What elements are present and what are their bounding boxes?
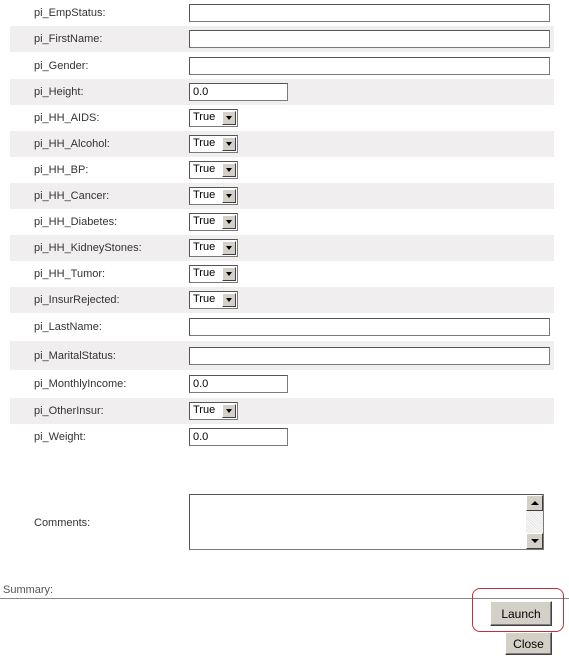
field-label: pi_HH_AIDS: xyxy=(34,112,100,124)
field-label: pi_HH_Diabetes: xyxy=(34,216,118,228)
dropdown-arrow-icon[interactable] xyxy=(222,189,236,203)
field-label: pi_OtherInsur: xyxy=(34,405,104,417)
pi-hh-tumor-select[interactable] xyxy=(189,265,238,283)
field-label: pi_HH_BP: xyxy=(34,164,89,176)
select-value: True xyxy=(193,189,216,201)
pi-insurrejected-select[interactable] xyxy=(189,291,238,309)
select-value: True xyxy=(193,137,216,149)
form-row-pi-hh-kidneystones xyxy=(10,235,554,261)
form-row-pi-empstatus xyxy=(10,0,554,26)
pi-hh-alcohol-select[interactable] xyxy=(189,135,238,153)
pi-hh-aids-select[interactable] xyxy=(189,109,238,127)
field-label: pi_Gender: xyxy=(34,59,89,72)
form-row-pi-hh-bp xyxy=(10,157,554,183)
launch-button[interactable]: Launch xyxy=(490,601,552,626)
summary-label: Summary: xyxy=(3,584,54,596)
form-row-pi-height xyxy=(10,79,554,105)
select-value: True xyxy=(193,267,216,279)
scrollbar-track[interactable] xyxy=(526,511,543,533)
field-label: pi_HH_KidneyStones: xyxy=(34,242,142,254)
form-row-pi-maritalstatus xyxy=(10,341,554,370)
form-row-pi-otherinsur xyxy=(10,398,554,424)
field-label: pi_MonthlyIncome: xyxy=(34,378,127,390)
pi-hh-bp-select[interactable] xyxy=(189,161,238,179)
form-row-pi-monthlyincome xyxy=(10,370,554,398)
pi-firstname-input[interactable] xyxy=(189,30,550,48)
form-row-pi-gender xyxy=(10,52,554,79)
field-label: pi_MaritalStatus: xyxy=(34,349,116,362)
pi-monthlyincome-input[interactable] xyxy=(189,375,288,393)
field-label: pi_Height: xyxy=(34,86,84,98)
dropdown-arrow-icon[interactable] xyxy=(222,215,236,229)
close-button[interactable]: Close xyxy=(505,632,552,655)
pi-lastname-input[interactable] xyxy=(189,318,550,336)
scroll-down-arrow-icon[interactable] xyxy=(526,533,543,549)
dropdown-arrow-icon[interactable] xyxy=(222,404,236,418)
select-value: True xyxy=(193,111,216,123)
form-row-pi-hh-diabetes xyxy=(10,209,554,235)
comments-textarea[interactable] xyxy=(189,494,544,550)
comments-label: Comments: xyxy=(34,517,91,529)
scroll-up-arrow-icon[interactable] xyxy=(526,495,543,511)
pi-otherinsur-select[interactable] xyxy=(189,402,238,420)
pi-empstatus-input[interactable] xyxy=(189,4,550,22)
dropdown-arrow-icon[interactable] xyxy=(222,111,236,125)
pi-gender-input[interactable] xyxy=(189,57,550,75)
form-row-pi-hh-cancer xyxy=(10,183,554,209)
field-label: pi_FirstName: xyxy=(34,33,103,45)
form-row-pi-weight xyxy=(10,424,554,450)
select-value: True xyxy=(193,404,216,416)
field-label: pi_HH_Alcohol: xyxy=(34,138,110,150)
pi-hh-diabetes-select[interactable] xyxy=(189,213,238,231)
form-row-pi-hh-tumor xyxy=(10,261,554,287)
field-label: pi_HH_Cancer: xyxy=(34,190,110,202)
dropdown-arrow-icon[interactable] xyxy=(222,241,236,255)
pi-maritalstatus-input[interactable] xyxy=(189,347,550,365)
field-label: pi_Weight: xyxy=(34,431,86,443)
dropdown-arrow-icon[interactable] xyxy=(222,293,236,307)
select-value: True xyxy=(193,215,216,227)
field-label: pi_EmpStatus: xyxy=(34,7,106,19)
field-label: pi_HH_Tumor: xyxy=(34,268,106,280)
field-label: pi_LastName: xyxy=(34,321,102,333)
select-value: True xyxy=(193,241,216,253)
comments-row xyxy=(10,494,554,552)
form-row-pi-hh-alcohol xyxy=(10,131,554,157)
form-row-pi-insurrejected xyxy=(10,287,554,313)
form-row-pi-hh-aids xyxy=(10,105,554,131)
comments-scrollbar[interactable] xyxy=(526,495,543,549)
select-value: True xyxy=(193,163,216,175)
form-row-pi-firstname xyxy=(10,26,554,52)
select-value: True xyxy=(193,293,216,305)
pi-hh-kidneystones-select[interactable] xyxy=(189,239,238,257)
pi-weight-input[interactable] xyxy=(189,428,288,446)
form-row-pi-lastname xyxy=(10,313,554,341)
dropdown-arrow-icon[interactable] xyxy=(222,137,236,151)
field-label: pi_InsurRejected: xyxy=(34,294,120,306)
pi-hh-cancer-select[interactable] xyxy=(189,187,238,205)
pi-height-input[interactable] xyxy=(189,83,288,101)
dropdown-arrow-icon[interactable] xyxy=(222,267,236,281)
dropdown-arrow-icon[interactable] xyxy=(222,163,236,177)
